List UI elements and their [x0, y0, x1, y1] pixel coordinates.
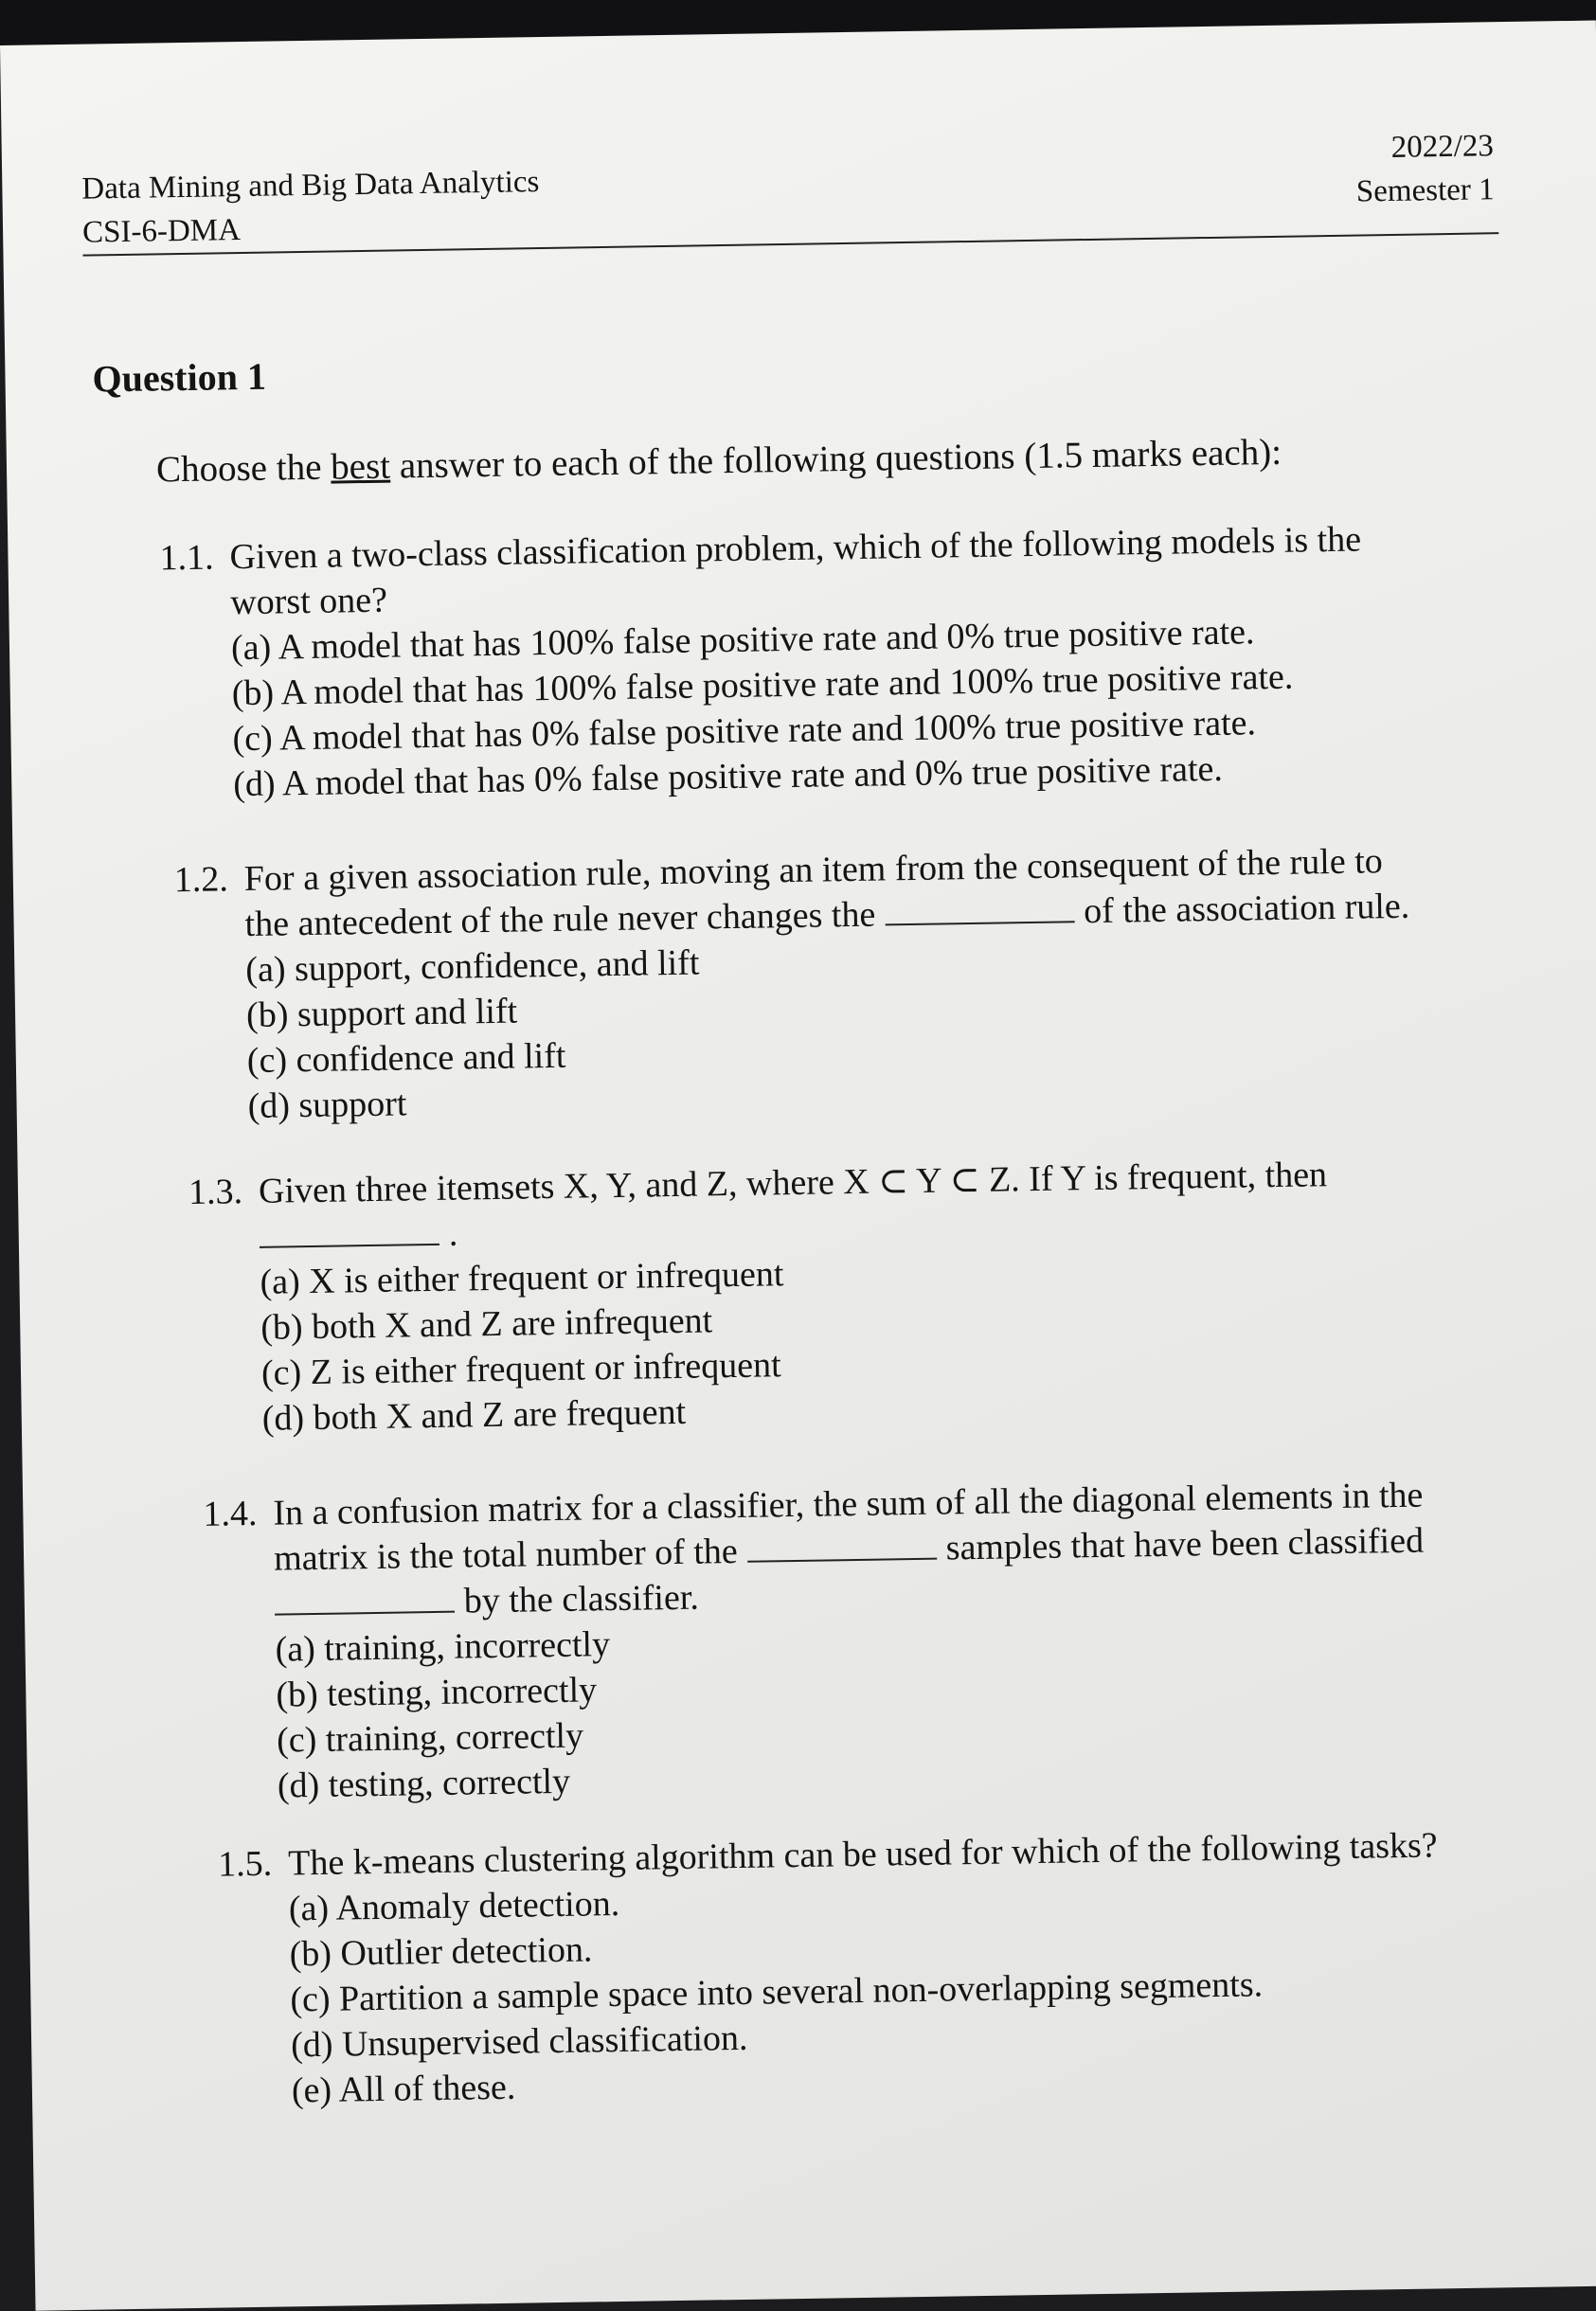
option-e: (e) All of these.: [291, 2067, 516, 2111]
term-header: [1355, 124, 1495, 213]
question-1-2: [173, 836, 1513, 1130]
question-1-1: [159, 514, 1508, 808]
option-b: (b) both X and Z are infrequent: [260, 1300, 713, 1348]
question-text: For a given association rule, moving an item from the consequent of the rule to: [243, 841, 1384, 900]
question-text-part-b: of the association rule.: [1083, 886, 1410, 932]
option-d: (d) support: [247, 1084, 407, 1127]
exam-page: [0, 21, 1596, 2311]
course-code: CSI-6-DMA: [81, 213, 242, 250]
instructions-emphasis: best: [330, 445, 391, 488]
question-text: The k-means clustering algorithm can be used for which of the following tasks?: [287, 1825, 1438, 1884]
option-d: (d) Unsupervised classification.: [290, 2017, 748, 2066]
option-a: (a) support, confidence, and lift: [245, 942, 700, 991]
option-c: (c) Z is either frequent or infrequent: [260, 1345, 781, 1393]
instructions-before: Choose the: [155, 446, 332, 491]
instructions-after: answer to each of the following questions (1.5 marks each):: [389, 431, 1282, 487]
question-text-cont: worst one?: [229, 580, 388, 623]
question-text-part-a: the antecedent of the rule never changes the: [244, 894, 876, 945]
option-c: (c) training, correctly: [276, 1715, 584, 1761]
question-title: Question 1: [92, 354, 267, 401]
question-1-3: [188, 1149, 1518, 1442]
option-c: (c) confidence and lift: [246, 1035, 566, 1082]
option-b: (b) support and lift: [245, 991, 518, 1036]
option-b: (b) testing, incorrectly: [276, 1670, 598, 1715]
option-b: (b) Outlier detection.: [289, 1929, 593, 1975]
question-number: 1.2.: [173, 859, 229, 901]
course-title: Data Mining and Big Data Analytics: [81, 165, 540, 206]
question-number: 1.1.: [159, 537, 214, 579]
semester: Semester 1: [1355, 172, 1495, 209]
option-a: (a) X is either frequent or infrequent: [260, 1254, 784, 1302]
question-text-end: .: [448, 1213, 458, 1254]
question-1-4: [203, 1471, 1524, 1810]
question-text: Given three itemsets X, Y, and Z, where X ⊂ Y ⊂ Z. If Y is frequent, then: [258, 1155, 1328, 1211]
answer-blank: [259, 1215, 439, 1248]
answer-blank-2: [275, 1583, 455, 1616]
option-d: (d) both X and Z are frequent: [261, 1391, 687, 1439]
option-c: (c) Partition a sample space into several non-overlapping segments.: [290, 1964, 1264, 2020]
question-number: 1.4.: [203, 1493, 258, 1534]
question-text-part-c: by the classifier.: [463, 1577, 700, 1621]
option-d: (d) testing, correctly: [277, 1761, 571, 1806]
question-text: In a confusion matrix for a classifier, the sum of all the diagonal elements in the: [273, 1475, 1424, 1533]
option-b: (b) A model that has 100% false positive rate and 100% true positive rate.: [231, 656, 1294, 714]
question-number: 1.3.: [188, 1172, 243, 1213]
question-text: Given a two-class classification problem, which of the following models is the: [229, 519, 1362, 578]
question-1-5: [218, 1821, 1529, 2115]
option-a: (a) A model that has 100% false positive rate and 0% true positive rate.: [230, 612, 1255, 669]
option-a: (a) Anomaly detection.: [288, 1883, 620, 1929]
option-a: (a) training, incorrectly: [275, 1624, 611, 1670]
answer-blank-1: [746, 1530, 936, 1563]
academic-year: 2022/23: [1390, 129, 1495, 165]
answer-blank: [885, 892, 1074, 925]
question-text-part-a: matrix is the total number of the: [273, 1531, 739, 1579]
option-c: (c) A model that has 0% false positive rate and 100% true positive rate.: [232, 703, 1257, 760]
question-number: 1.5.: [217, 1843, 273, 1885]
question-text-part-b: samples that have been classified: [945, 1520, 1425, 1568]
course-header: [81, 160, 540, 255]
option-d: (d) A model that has 0% false positive rate and 0% true positive rate.: [232, 748, 1224, 805]
instructions: [156, 431, 1282, 492]
